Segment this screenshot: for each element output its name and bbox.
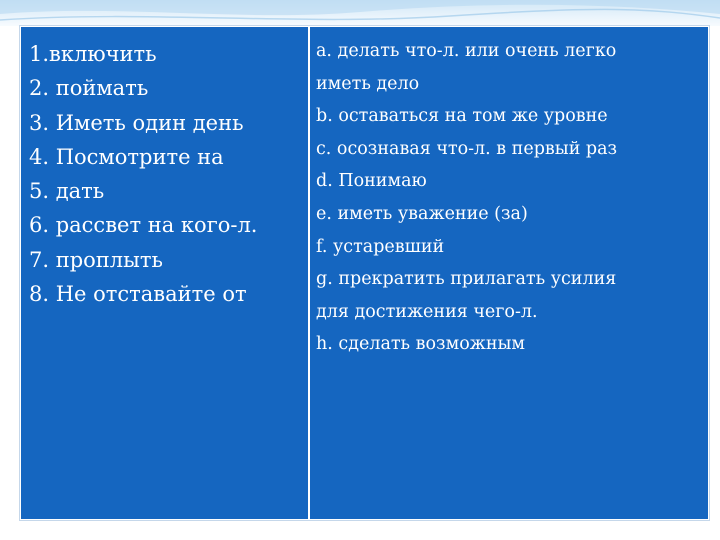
definitions-cell <box>310 27 708 519</box>
list-item: 6. рассвет на кого-л. <box>29 213 258 238</box>
definitions-list <box>316 35 617 361</box>
definition-line: g. прекратить прилагать усилия <box>316 269 617 290</box>
phrasal-verbs-cell <box>21 27 310 519</box>
wave-decoration <box>0 0 720 26</box>
list-item: 3. Иметь один день <box>29 110 244 135</box>
list-item: 4. Посмотрите на <box>29 144 224 169</box>
list-item: 1.включить <box>29 42 157 66</box>
list-item: 7. проплыть <box>29 247 163 272</box>
list-item: 2. поймать <box>29 76 149 101</box>
decorative-header-band <box>0 0 720 26</box>
definition-line: f. устаревший <box>316 236 445 257</box>
phrasal-verbs-list <box>29 37 257 311</box>
definition-line: d. Понимаю <box>316 171 427 192</box>
list-item: 5. дать <box>29 179 105 204</box>
list-item: 8. Не отставайте от <box>29 282 247 307</box>
matching-table <box>20 26 709 520</box>
definition-line: b. оставаться на том же уровне <box>316 106 608 127</box>
definition-line: h. сделать возможным <box>316 334 526 355</box>
definition-line: для достижения чего-л. <box>316 301 538 322</box>
definition-line: c. осознавая что-л. в первый раз <box>316 138 618 159</box>
definition-line: a. делать что-л. или очень легко <box>316 41 617 61</box>
definition-line: иметь дело <box>316 73 420 94</box>
definition-line: e. иметь уважение (за) <box>316 203 528 224</box>
